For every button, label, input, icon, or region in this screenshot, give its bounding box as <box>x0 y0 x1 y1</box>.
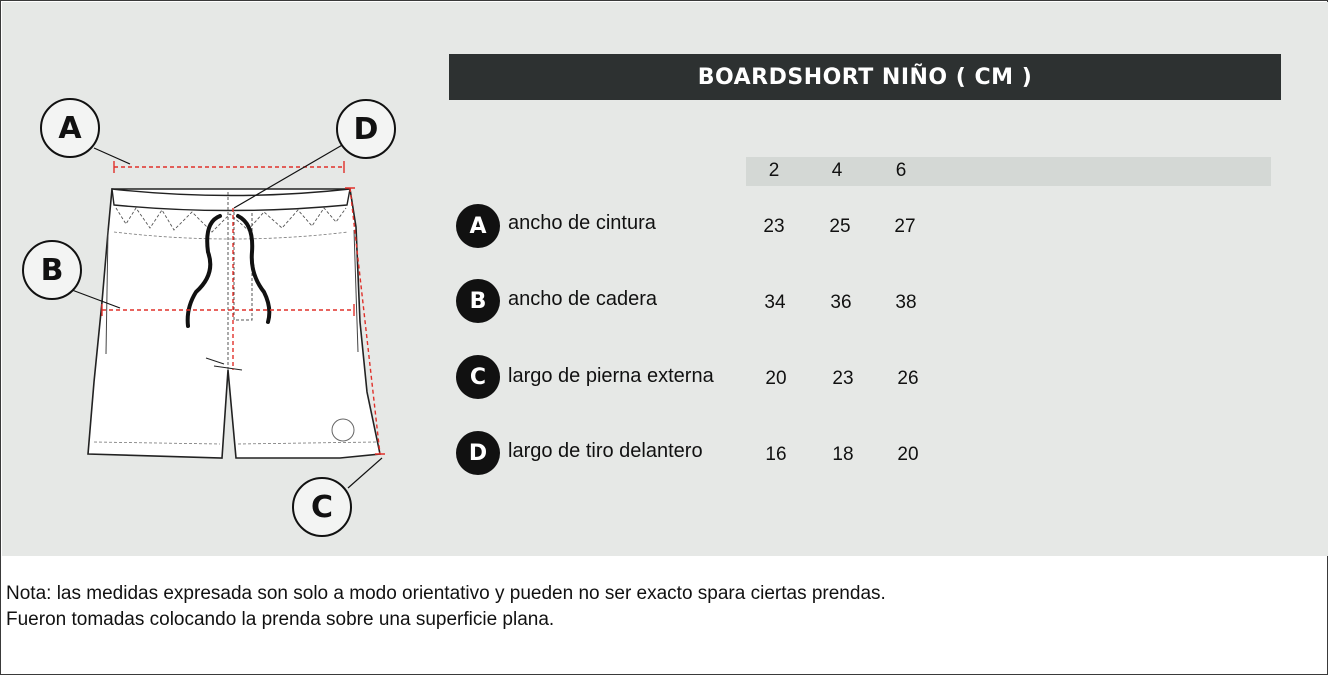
row-badge-c: C <box>456 355 500 399</box>
row-label-c: largo de pierna externa <box>508 365 714 387</box>
cell-d-6: 20 <box>897 444 919 465</box>
cell-a-2: 23 <box>763 216 785 237</box>
callout-a: A <box>40 98 100 158</box>
size-header-2: 2 <box>768 160 780 181</box>
callout-d: D <box>336 99 396 159</box>
cell-a-6: 27 <box>894 216 916 237</box>
cell-b-6: 38 <box>895 292 917 313</box>
cell-c-4: 23 <box>832 368 854 389</box>
footnote-line-2: Fueron tomadas colocando la prenda sobre una superficie plana. <box>6 609 555 630</box>
row-label-b: ancho de cadera <box>508 288 658 310</box>
footnote-line-1: Nota: las medidas expresada son solo a modo orientativo y pueden no ser exacto spara ciertas prendas. <box>6 583 886 604</box>
size-chart-panel <box>2 2 1328 556</box>
chart-title: BOARDSHORT NIÑO ( CM ) <box>449 54 1281 100</box>
footnote <box>6 581 886 633</box>
cell-c-6: 26 <box>897 368 919 389</box>
row-badge-d: D <box>456 431 500 475</box>
row-label-a: ancho de cintura <box>508 212 656 234</box>
cell-d-4: 18 <box>832 444 854 465</box>
size-header-4: 4 <box>831 160 843 181</box>
cell-c-2: 20 <box>765 368 787 389</box>
cell-b-2: 34 <box>764 292 786 313</box>
callout-b: B <box>22 240 82 300</box>
row-badge-b: B <box>456 279 500 323</box>
size-header-6: 6 <box>895 160 907 181</box>
cell-d-2: 16 <box>765 444 787 465</box>
row-label-d: largo de tiro delantero <box>508 440 703 462</box>
cell-b-4: 36 <box>830 292 852 313</box>
callout-c: C <box>292 477 352 537</box>
cell-a-4: 25 <box>829 216 851 237</box>
row-badge-a: A <box>456 204 500 248</box>
